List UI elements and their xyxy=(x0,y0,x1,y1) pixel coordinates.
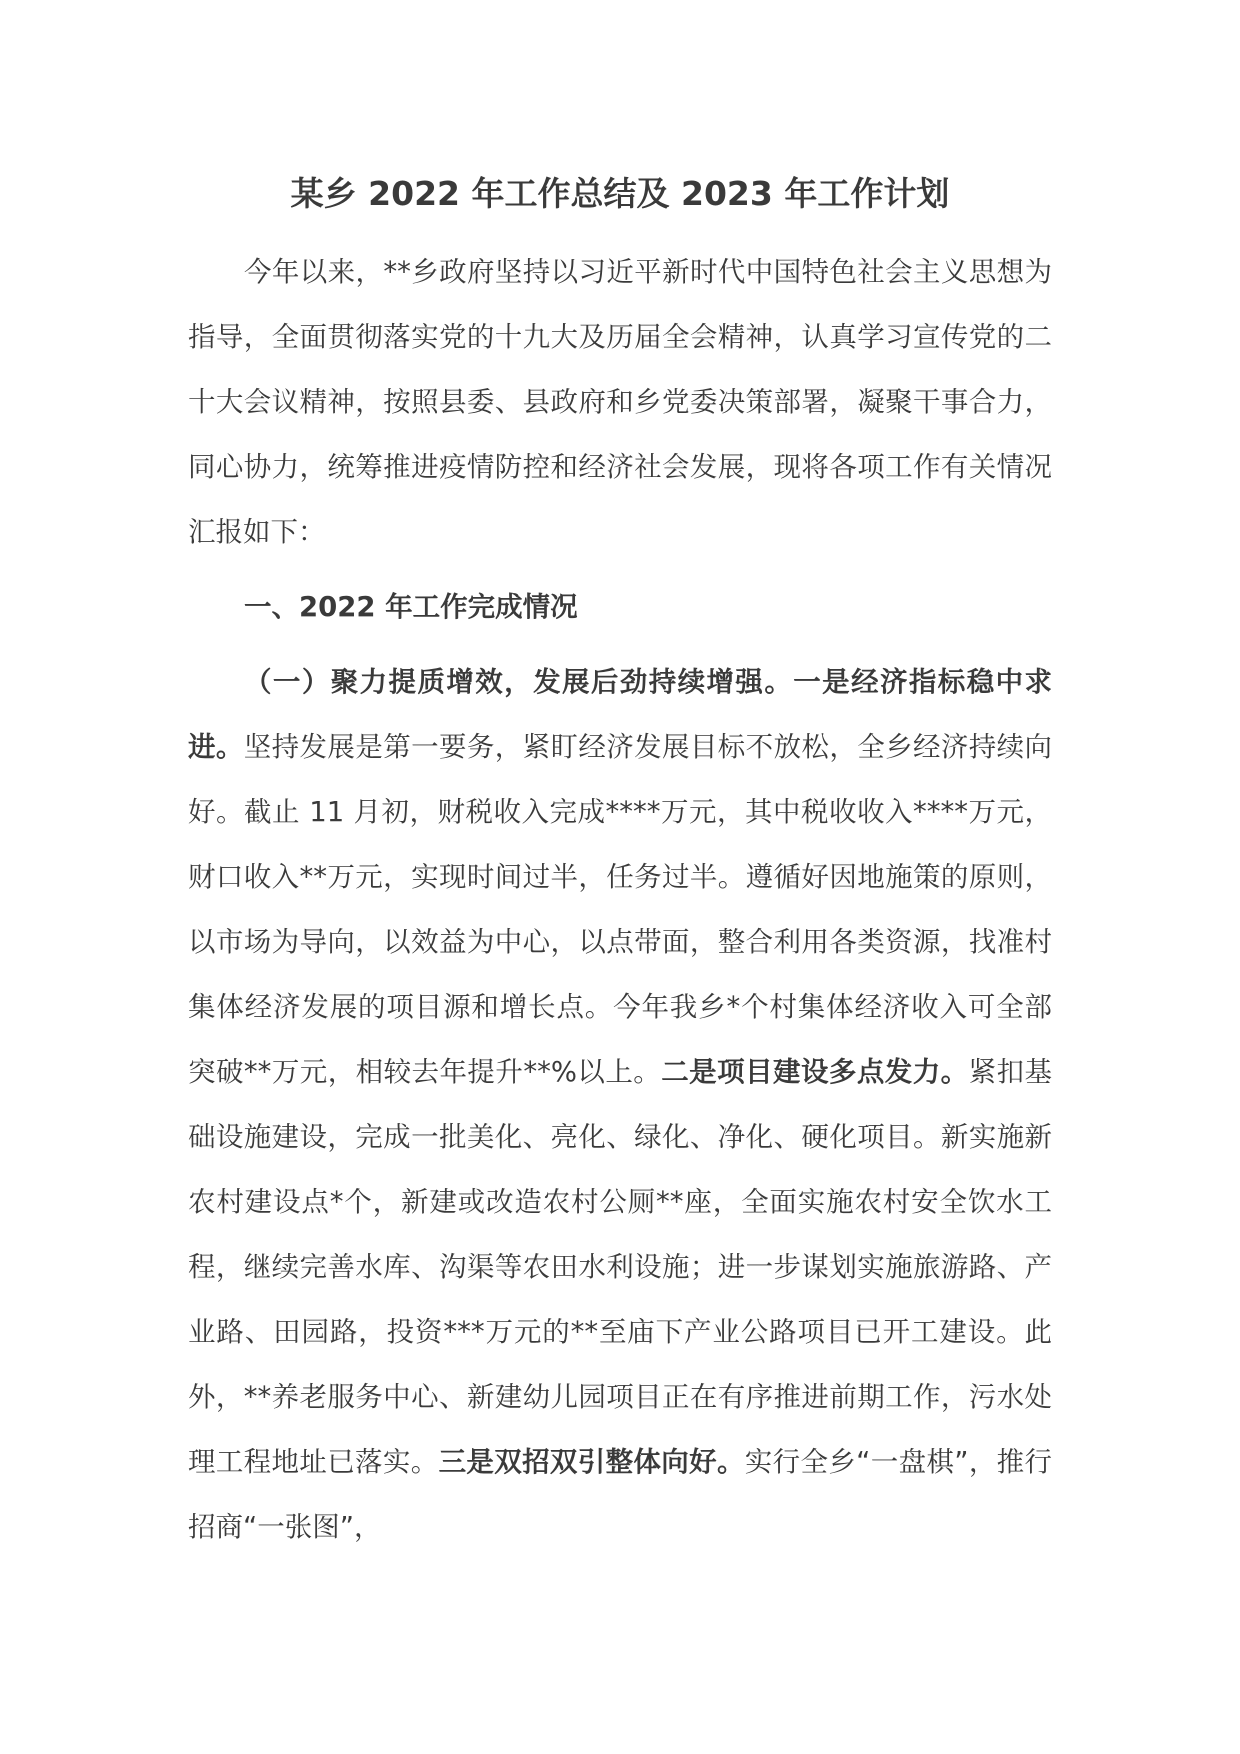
section-paragraph xyxy=(188,650,1052,1560)
point-3-lead: 三是双招双引整体向好。 xyxy=(438,1446,745,1478)
document-title: 某乡 2022 年工作总结及 2023 年工作计划 xyxy=(290,174,950,213)
point-1-text: 坚持发展是第一要务，紧盯经济发展目标不放松，全乡经济持续向好。截止 11 月初，财税收入完成****万元，其中税收收入****万元，财口收入**万元，实现时间过半，任务过半。遵循好因地施策的原则，以市场为导向，以效益为中心，以点带面，整合利用各类资源，找准村集体经济发展的项目源和增长点。今年我乡*个村集体经济收入可全部突破**万元，相较去年提升**%以上。 xyxy=(188,731,1053,1088)
point-2-lead: 二是项目建设多点发力。 xyxy=(661,1056,969,1088)
intro-paragraph: 今年以来，**乡政府坚持以习近平新时代中国特色社会主义思想为指导，全面贯彻落实党的十九大及历届全会精神，认真学习宣传党的二十大会议精神，按照县委、县政府和乡党委决策部署，凝聚干事合力，同心协力，统筹推进疫情防控和经济社会发展，现将各项工作有关情况汇报如下： xyxy=(188,256,1052,548)
point-1-lead: 一是经济指标稳中求进。 xyxy=(188,666,1053,763)
subsection-heading: （一）聚力提质增效，发展后劲持续增强。 xyxy=(244,666,794,698)
point-2-text: 紧扣基础设施建设，完成一批美化、亮化、绿化、净化、硬化项目。新实施新农村建设点*个，新建或改造农村公厕**座，全面实施农村安全饮水工程，继续完善水库、沟渠等农田水利设施；进一步谋划实施旅游路、产业路、田园路，投资***万元的**至庙下产业公路项目已开工建设。此外，**养老服务中心、新建幼儿园项目正在有序推进前期工作，污水处理工程地址已落实。 xyxy=(188,1056,1053,1478)
section-heading: 一、2022 年工作完成情况 xyxy=(244,591,578,623)
point-3-text: 实行全乡“一盘棋”，推行招商“一张图”， xyxy=(188,1446,1053,1543)
